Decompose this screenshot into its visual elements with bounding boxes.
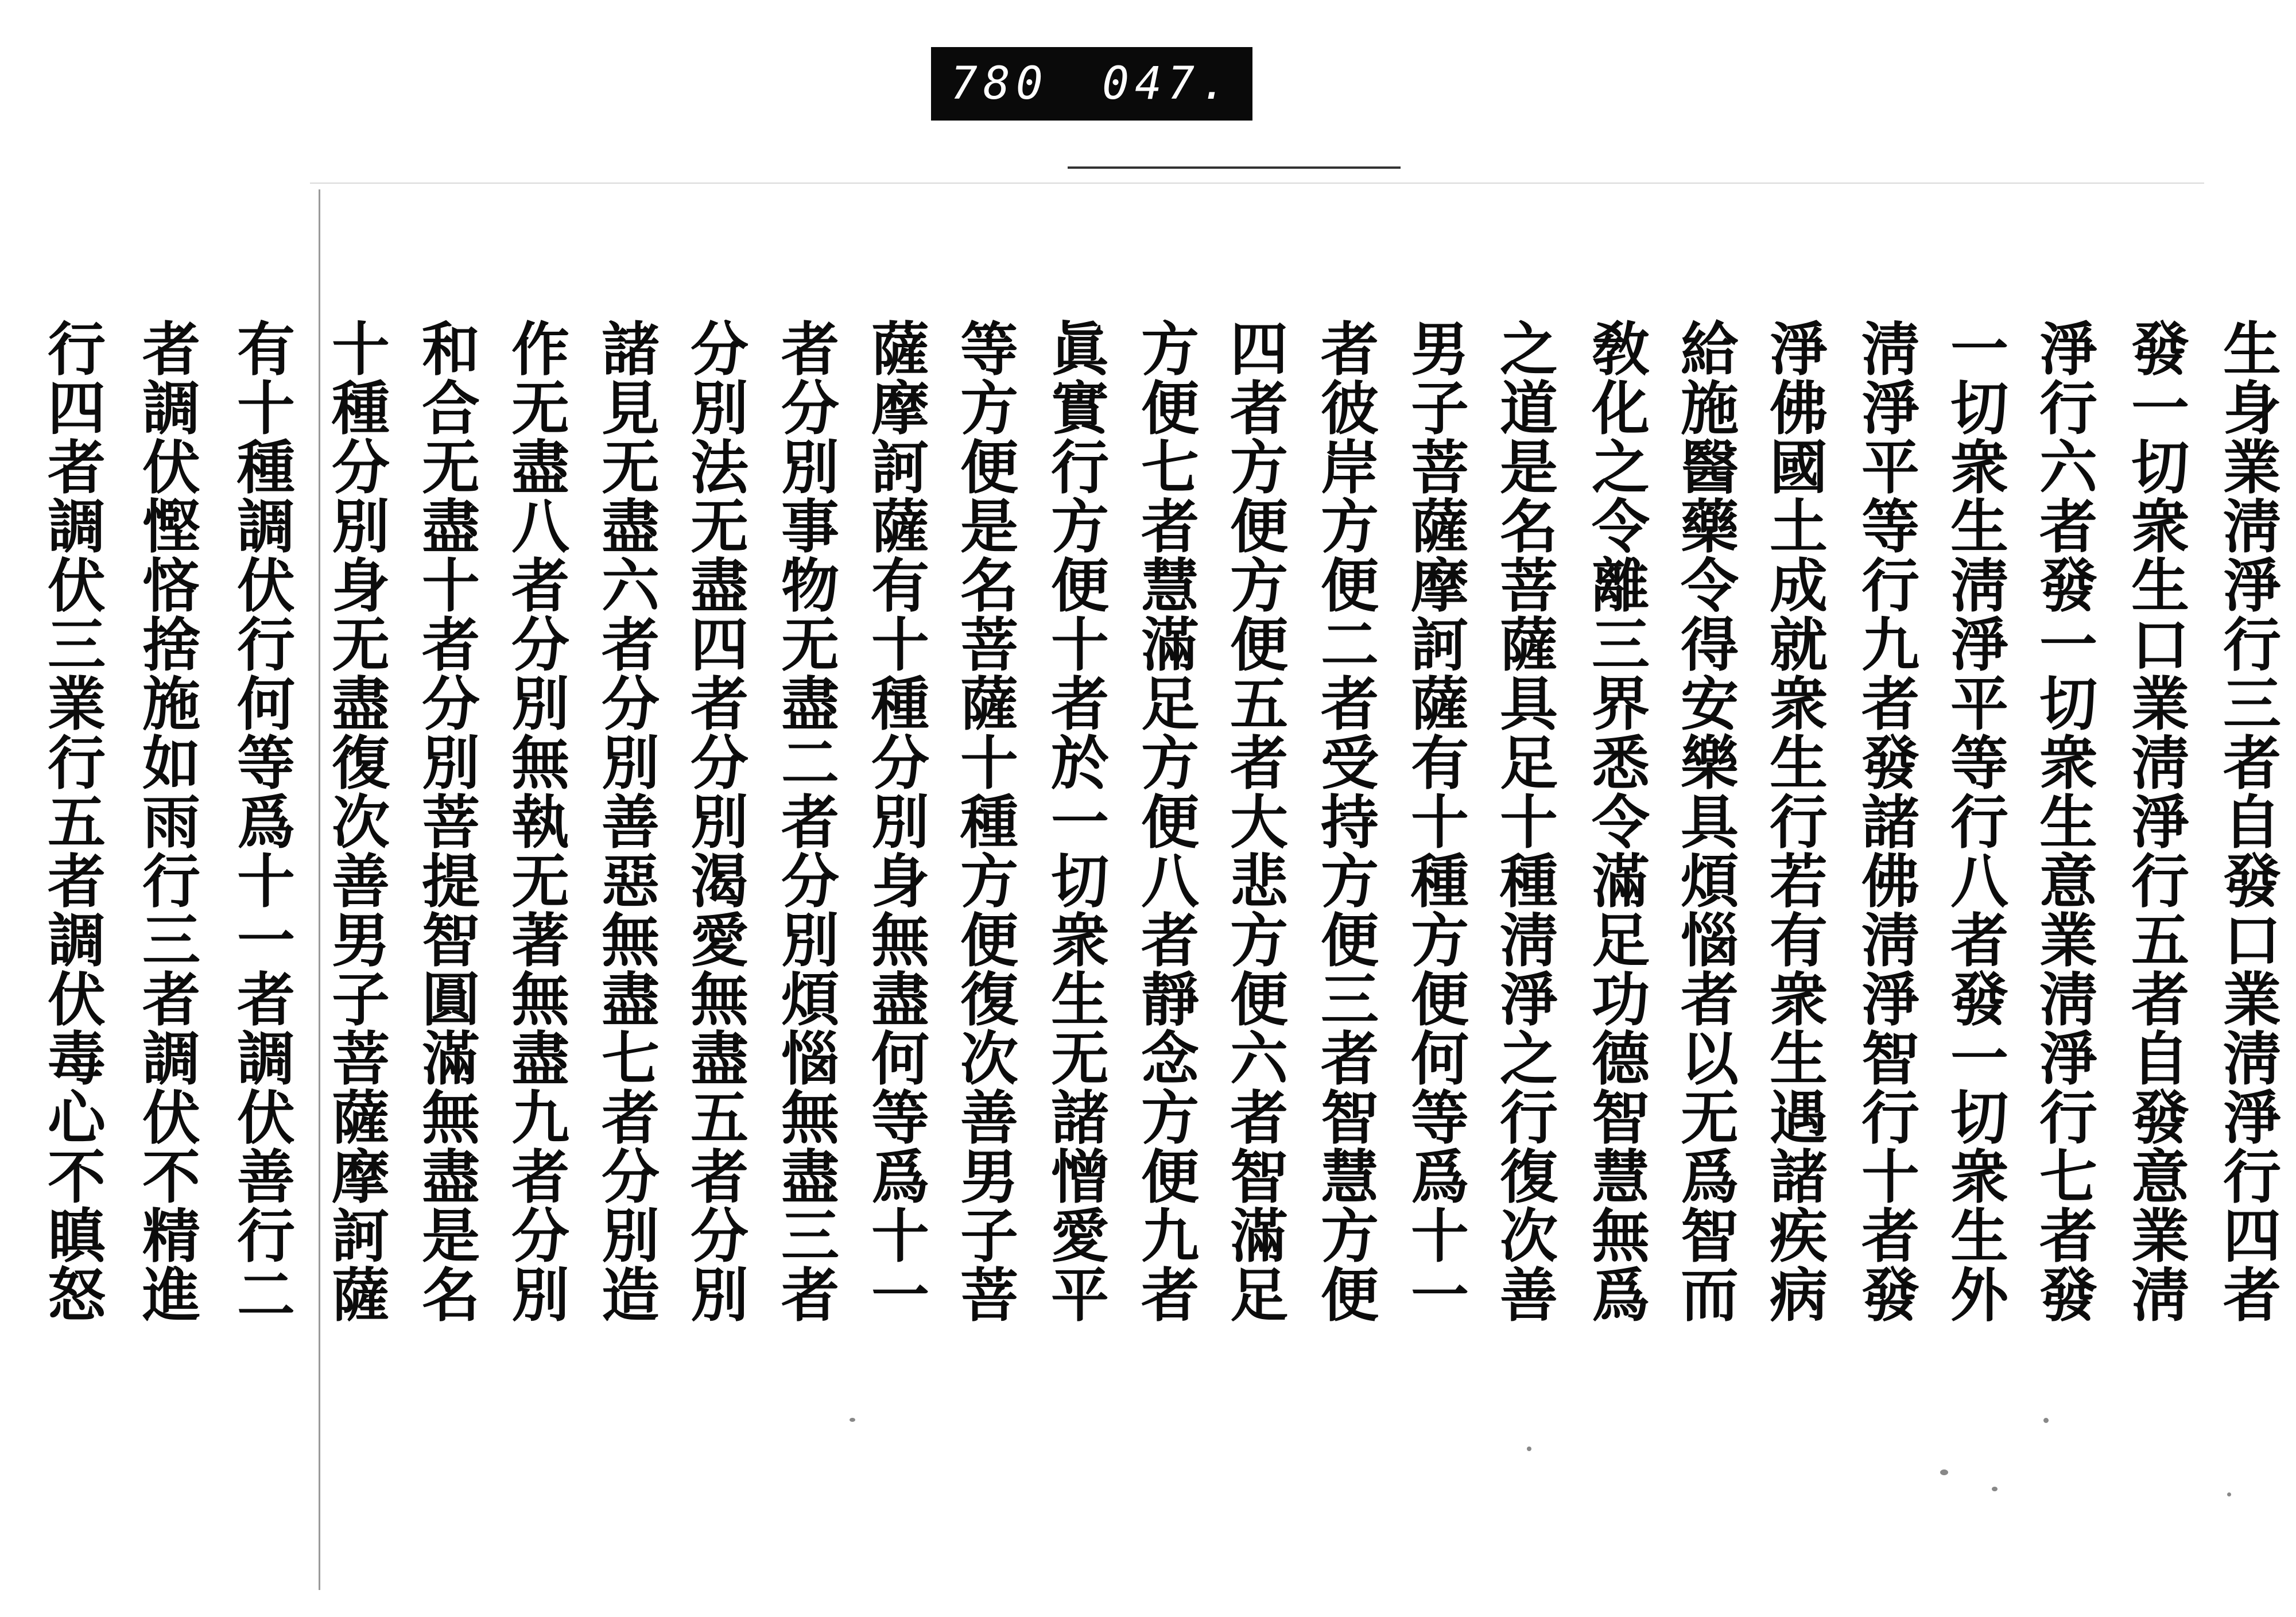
- text-column: 諸見无盡六者分別善惡無盡七者分別造: [592, 319, 660, 1324]
- catalog-number-left: 780: [951, 58, 1049, 110]
- text-column: 等方便是名菩薩十種方便復次善男子菩: [951, 319, 1019, 1324]
- text-column: 淨佛國土成就衆生行若有衆生遇諸疾病: [1760, 319, 1828, 1324]
- text-column: 作无盡八者分別無執无著無盡九者分別: [502, 319, 570, 1324]
- scan-speck: [1940, 1469, 1948, 1475]
- text-column: 之道是名菩薩具足十種淸淨之行復次善: [1490, 319, 1558, 1324]
- scripture-text-block: [0, 319, 2296, 1472]
- text-column: 眞實行方便十者於一切衆生无諸憎愛平: [1041, 319, 1110, 1324]
- scan-speck: [2043, 1418, 2049, 1423]
- text-column: 分別法无盡四者分別渴愛無盡五者分別: [681, 319, 749, 1324]
- scan-speck: [850, 1418, 855, 1422]
- text-column: 一切衆生淸淨平等行八者發一切衆生外: [1941, 319, 2009, 1324]
- scan-speck: [1992, 1487, 1998, 1491]
- top-rule-line: [1068, 166, 1401, 169]
- paper-upper-edge: [310, 183, 2204, 184]
- text-column: 四者方便方便五者大悲方便六者智滿足: [1220, 319, 1289, 1324]
- text-column: 給施醫藥令得安樂具煩惱者以无爲智而: [1671, 319, 1739, 1324]
- text-column: 方便七者慧滿足方便八者靜念方便九者: [1131, 319, 1200, 1324]
- text-column: 男子菩薩摩訶薩有十種方便何等爲十一: [1401, 319, 1469, 1324]
- text-column: 敎化之令離三界悉令滿足功德智慧無爲: [1582, 319, 1650, 1324]
- text-column: 者彼岸方便二者受持方便三者智慧方便: [1311, 319, 1379, 1324]
- text-column: 生身業淸淨行三者自發口業淸淨行四者: [2213, 319, 2282, 1324]
- text-column: 薩摩訶薩有十種分別身無盡何等爲十一: [862, 319, 930, 1324]
- catalog-number-right: 047.: [1102, 58, 1233, 110]
- text-column: 十種分別身无盡復次善男子菩薩摩訶薩: [322, 319, 390, 1324]
- text-column: 淸淨平等行九者發諸佛淸淨智行十者發: [1852, 319, 1920, 1324]
- scan-speck: [1527, 1447, 1531, 1451]
- text-column: 和合无盡十者分別菩提智圓滿無盡是名: [412, 319, 480, 1324]
- scan-speck: [2227, 1492, 2231, 1496]
- text-column: 有十種調伏行何等爲十一者調伏善行二: [227, 319, 296, 1324]
- text-column: 者分別事物无盡二者分別煩惱無盡三者: [771, 319, 840, 1324]
- text-column: 者調伏慳悋捨施如雨行三者調伏不精進: [133, 319, 201, 1324]
- text-column: 淨行六者發一切衆生意業淸淨行七者發: [2030, 319, 2098, 1324]
- text-column: 發一切衆生口業淸淨行五者自發意業淸: [2122, 319, 2190, 1324]
- catalog-number-label: [931, 47, 1252, 121]
- text-column: 行四者調伏三業行五者調伏毒心不瞋怒: [38, 319, 106, 1324]
